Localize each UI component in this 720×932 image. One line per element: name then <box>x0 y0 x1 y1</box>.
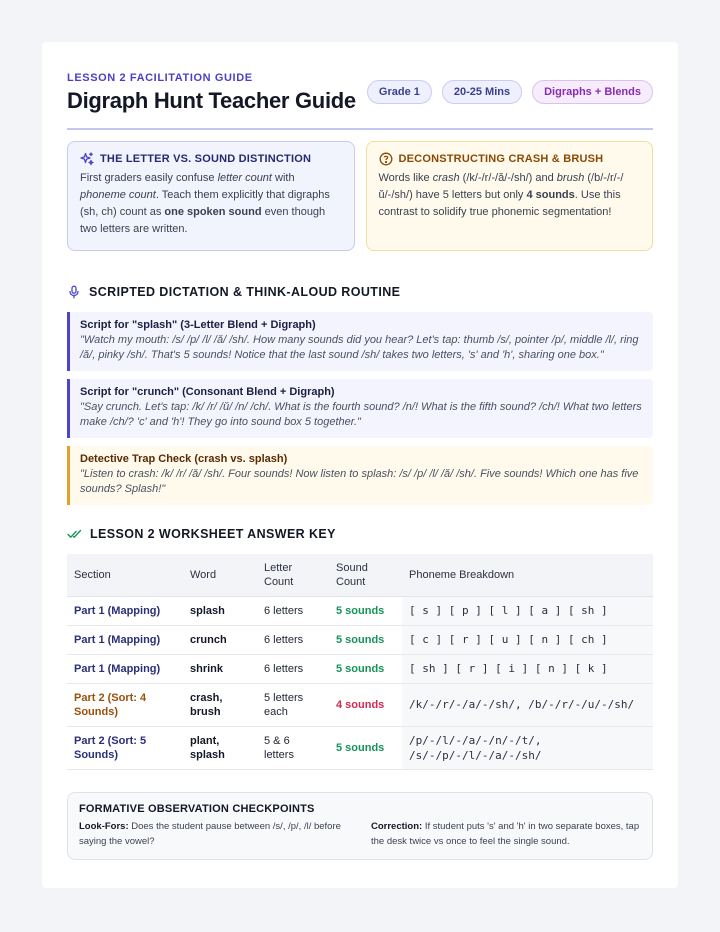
look-fors-note <box>79 819 349 849</box>
sound-count-cell: 4 sounds <box>329 683 402 726</box>
letter-count-cell: 5 & 6 letters <box>257 726 329 769</box>
letter-sound-card-text <box>80 170 342 238</box>
sparkles-icon <box>80 152 94 166</box>
script-text: "Say crunch. Let's tap: /k/ /r/ /ŭ/ /n/ /ch/. What is the fourth sound? /n/! What is the fifth sound? /ch/! What two letters make /ch/? 'c' and 'h'! They go into sound box 5 together." <box>80 401 642 428</box>
grade-pill: Grade 1 <box>367 80 432 104</box>
page-title: Digraph Hunt Teacher Guide <box>67 88 356 113</box>
text-run: (/b/-/r/-/ŭ/-/sh/) have 5 letters but only <box>378 172 624 201</box>
section-cell: Part 2 (Sort: 5 Sounds) <box>67 726 183 769</box>
column-header: Letter Count <box>257 554 329 596</box>
text-run: Words like <box>378 172 433 184</box>
observation-checkpoints-box <box>67 792 653 860</box>
section-cell: Part 1 (Mapping) <box>67 625 183 654</box>
script-splash <box>67 312 653 371</box>
topic-pill: Digraphs + Blends <box>532 80 653 104</box>
teacher-guide-page <box>42 42 678 888</box>
crash-brush-card-title: DECONSTRUCTING CRASH & BRUSH <box>398 153 604 165</box>
info-cards <box>67 141 653 251</box>
phoneme-breakdown-cell: [ c ] [ r ] [ u ] [ n ] [ ch ] <box>402 625 653 654</box>
answer-key-heading-text: LESSON 2 WORKSHEET ANSWER KEY <box>90 527 336 541</box>
text-run: (/k/-/r/-/ă/-/sh/) and <box>459 172 557 184</box>
letter-sound-card-header <box>80 152 342 166</box>
column-header: Word <box>183 554 257 596</box>
letter-count-cell: 6 letters <box>257 625 329 654</box>
text-run: . Use this contrast to solidify true phonemic segmentation! <box>378 189 621 218</box>
correction-text: If student puts 's' and 'h' in two separate boxes, tap the desk twice vs once to feel the single sound. <box>371 820 640 847</box>
microphone-icon <box>67 285 81 299</box>
emphasis-text: crash <box>432 172 460 184</box>
text-run: . Teach them explicitly that digraphs (sh, ch) count as <box>80 189 330 218</box>
section-cell: Part 1 (Mapping) <box>67 654 183 683</box>
dictation-heading-text: SCRIPTED DICTATION & THINK-ALOUD ROUTINE <box>89 285 401 299</box>
word-cell: plant, splash <box>183 726 257 769</box>
table-row <box>67 625 653 654</box>
table-row <box>67 726 653 769</box>
bold-text: 4 sounds <box>526 189 575 201</box>
section-cell: Part 1 (Mapping) <box>67 596 183 625</box>
word-cell: crunch <box>183 625 257 654</box>
crash-brush-card-text <box>379 170 641 221</box>
script-crunch <box>67 379 653 438</box>
phoneme-breakdown-cell: [ sh ] [ r ] [ i ] [ n ] [ k ] <box>402 654 653 683</box>
duration-pill: 20-25 Mins <box>442 80 522 104</box>
look-fors-text: Does the student pause between /s/, /p/, /l/ before saying the vowel? <box>79 820 341 847</box>
bold-text: one spoken sound <box>164 206 262 218</box>
crash-brush-card-header <box>379 152 641 166</box>
sound-count-cell: 5 sounds <box>329 596 402 625</box>
script-title: Script for "crunch" (Consonant Blend + Digraph) <box>80 386 335 398</box>
script-title: Detective Trap Check (crash vs. splash) <box>80 453 288 465</box>
letter-count-cell: 6 letters <box>257 596 329 625</box>
letter-count-cell: 6 letters <box>257 654 329 683</box>
dictation-scripts <box>67 312 653 505</box>
meta-pills <box>367 80 653 104</box>
script-text: "Watch my mouth: /s/ /p/ /l/ /ă/ /sh/. How many sounds did you hear? Let's tap: thumb /s/, pointer /p/, middle /l/, ring /ă/, pinky /sh/. That's 5 sounds! Notice that the last sound /sh/ takes two letters, 's' and 'h', sharing one box." <box>80 334 639 361</box>
sound-count-cell: 5 sounds <box>329 625 402 654</box>
look-fors-label: Look-Fors: <box>79 820 129 832</box>
sound-count-cell: 5 sounds <box>329 654 402 683</box>
correction-label: Correction: <box>371 820 423 832</box>
column-header: Sound Count <box>329 554 402 596</box>
guide-header <box>67 72 653 114</box>
phoneme-breakdown-cell: /p/-/l/-/a/-/n/-/t/, /s/-/p/-/l/-/a/-/sh/ <box>402 726 653 769</box>
sound-count-cell: 5 sounds <box>329 726 402 769</box>
text-run: First graders easily confuse <box>80 172 218 184</box>
script-text: "Listen to crash: /k/ /r/ /ă/ /sh/. Four sounds! Now listen to splash: /s/ /p/ /l/ /ă/ /sh/. Five sounds! Which one has five sounds? Splash!" <box>80 468 639 495</box>
header-titles <box>67 72 356 114</box>
phoneme-breakdown-cell: /k/-/r/-/a/-/sh/, /b/-/r/-/u/-/sh/ <box>402 683 653 726</box>
question-circle-icon <box>379 152 393 166</box>
table-row <box>67 654 653 683</box>
emphasis-text: letter count <box>217 172 272 184</box>
script-title: Script for "splash" (3-Letter Blend + Digraph) <box>80 319 316 331</box>
word-cell: shrink <box>183 654 257 683</box>
crash-brush-card <box>366 141 654 251</box>
observation-title: FORMATIVE OBSERVATION CHECKPOINTS <box>79 802 315 815</box>
letter-count-cell: 5 letters each <box>257 683 329 726</box>
script-trap-check <box>67 446 653 505</box>
letter-sound-card <box>67 141 355 251</box>
text-run: even though two letters are written. <box>80 206 326 235</box>
double-check-icon <box>67 528 82 540</box>
table-row <box>67 596 653 625</box>
phoneme-breakdown-cell: [ s ] [ p ] [ l ] [ a ] [ sh ] <box>402 596 653 625</box>
table-row <box>67 683 653 726</box>
emphasis-text: phoneme count <box>80 189 156 201</box>
word-cell: crash, brush <box>183 683 257 726</box>
word-cell: splash <box>183 596 257 625</box>
observation-columns <box>79 819 641 849</box>
dictation-heading <box>67 285 653 299</box>
correction-note <box>371 819 641 849</box>
letter-sound-card-title: THE LETTER VS. SOUND DISTINCTION <box>100 153 312 165</box>
column-header: Section <box>67 554 183 596</box>
header-divider <box>67 128 653 130</box>
text-run: with <box>271 172 295 184</box>
emphasis-text: brush <box>556 172 585 184</box>
lesson-eyebrow: LESSON 2 FACILITATION GUIDE <box>67 72 253 84</box>
table-header-row <box>67 554 653 596</box>
column-header: Phoneme Breakdown <box>402 554 653 596</box>
answer-key-table <box>67 554 653 770</box>
answer-key-heading <box>67 527 653 541</box>
section-cell: Part 2 (Sort: 4 Sounds) <box>67 683 183 726</box>
